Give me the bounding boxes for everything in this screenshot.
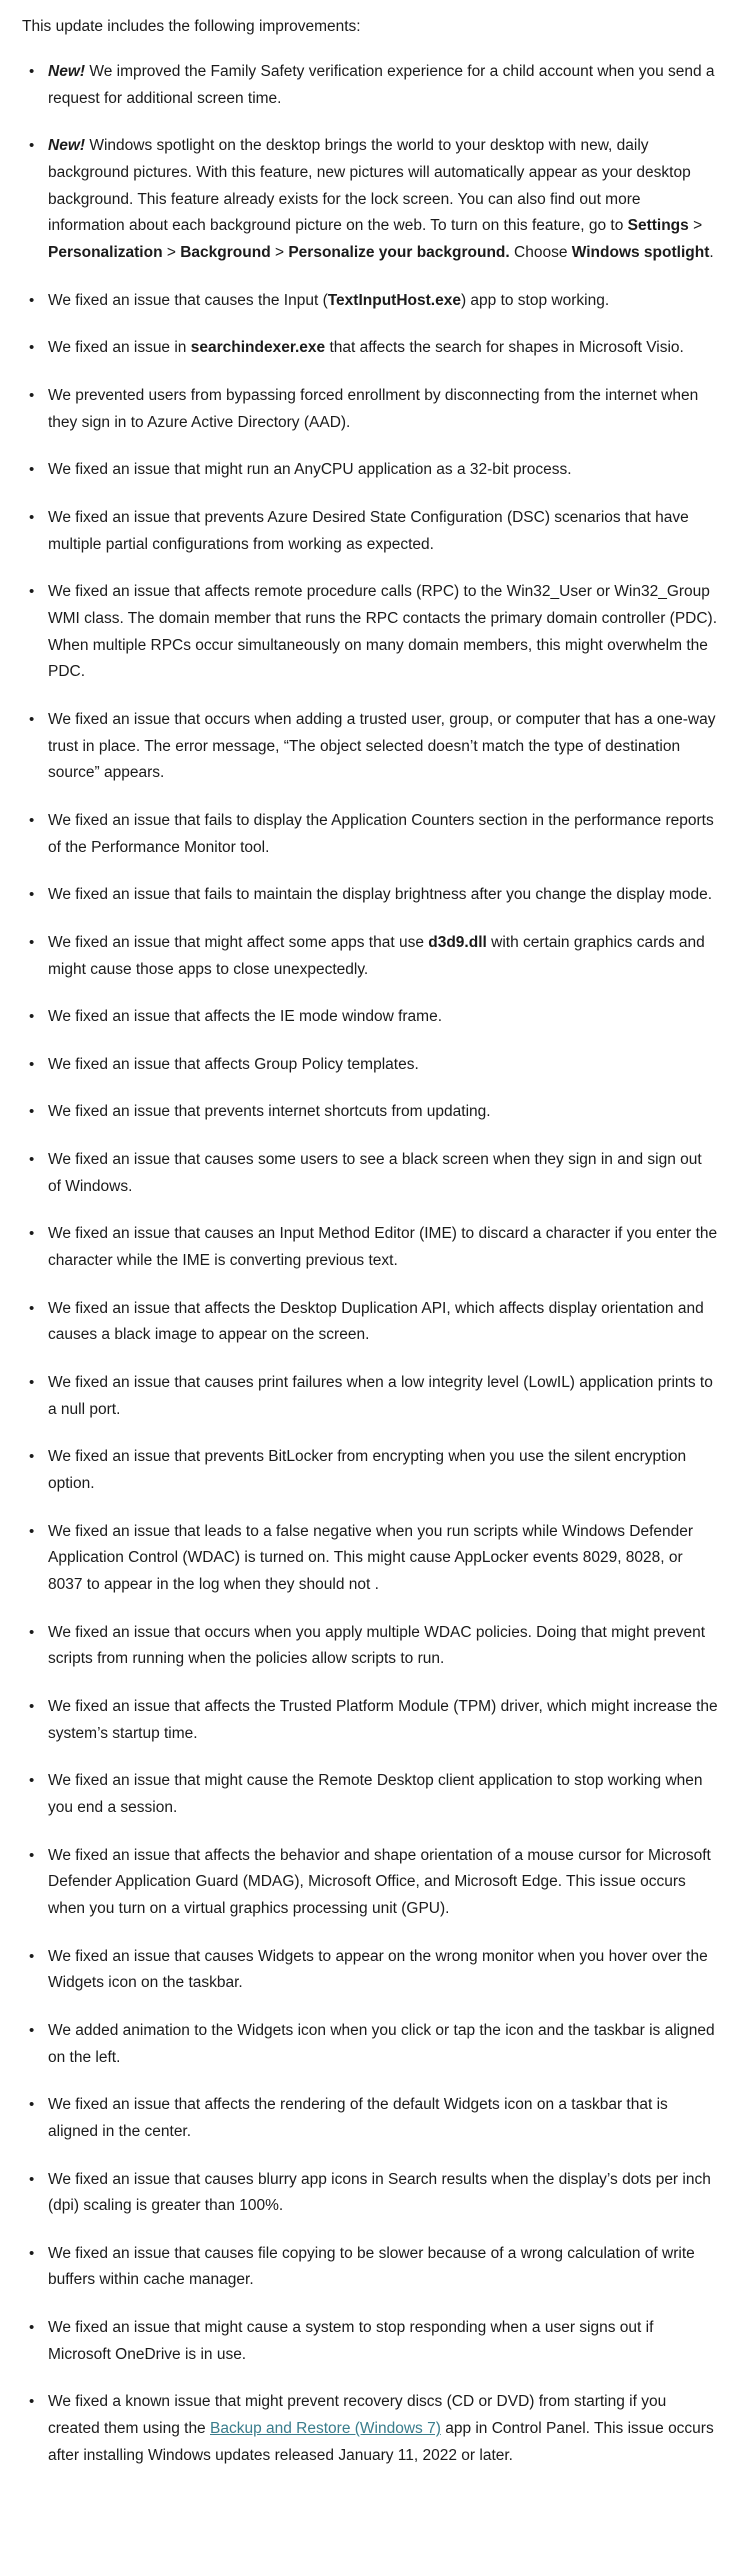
improvement-item-windows-spotlight — [22, 133, 718, 266]
page-intro-text: This update includes the following improvements: — [22, 18, 361, 35]
improvement-item-desktop-duplication-api — [22, 1296, 718, 1349]
body-text: We fixed an issue that affects Group Policy templates. — [48, 1055, 419, 1073]
body-text: We fixed an issue that affects the Desktop Duplication API, which affects display orientation and causes a black image to appear on the screen. — [48, 1299, 704, 1344]
improvement-item-onedrive-signout-hang — [22, 2315, 718, 2368]
improvement-item-text-input-host — [22, 288, 718, 315]
improvement-item-file-copying-cache-manager — [22, 2241, 718, 2294]
improvement-item-rpc-wmi-pdc — [22, 579, 718, 686]
body-text: We fixed an issue that affects the behavior and shape orientation of a mouse cursor for Microsoft Defender Application Guard (MDAG), Microsoft Office, and Microsoft Edge. This issue occurs when you turn on a virtual graphics processing unit (GPU). — [48, 1846, 711, 1917]
body-text: We fixed an issue that causes an Input Method Editor (IME) to discard a character if you enter the character while the IME is converting previous text. — [48, 1225, 718, 1270]
body-text: We fixed an issue that affects the IE mode window frame. — [48, 1008, 443, 1026]
improvement-item-anycpu-32bit — [22, 457, 718, 484]
body-text: We improved the Family Safety verification experience for a child account when you send a request for additional screen time. — [48, 63, 715, 107]
body-text: Windows spotlight on the desktop brings the world to your desktop with new, daily background pictures. With this feature, new pictures will automatically appear as your desktop background. This feature already exists for the lock screen. You can also find out more information about each background picture on the web. To turn on this feature, go to — [48, 137, 691, 235]
body-text: We fixed an issue that might affect some apps that use — [48, 933, 429, 951]
body-text: We fixed an issue that fails to maintain the display brightness after you change the display mode. — [48, 886, 713, 904]
body-text: with certain graphics cards and might cause those apps to close unexpectedly. — [48, 933, 705, 978]
body-text: We fixed an issue that might cause a system to stop responding when a user signs out if Microsoft OneDrive is in use. — [48, 2319, 654, 2363]
body-text: We fixed an issue that might run an AnyCPU application as a 32-bit process. — [48, 461, 572, 479]
body-text: We added animation to the Widgets icon when you click or tap the icon and the taskbar is aligned on the left. — [48, 2021, 715, 2066]
body-text: We fixed an issue that fails to display the Application Counters section in the performance reports of the Performance Monitor tool. — [48, 811, 714, 856]
body-text: We fixed an issue that occurs when you apply multiple WDAC policies. Doing that might prevent scripts from running when the policies allow scripts to run. — [48, 1623, 706, 1668]
body-text: We fixed a known issue that might prevent recovery discs (CD or DVD) from starting if you created them using the — [48, 2393, 667, 2438]
body-text: ) app to stop working. — [460, 291, 610, 309]
improvement-item-black-screen-signin — [22, 1147, 718, 1200]
improvement-item-multiple-wdac-policies — [22, 1620, 718, 1673]
body-text: We prevented users from bypassing forced enrollment by disconnecting from the internet when they sign in to Azure Active Directory (AAD). — [48, 387, 699, 431]
improvement-item-searchindexer-visio — [22, 335, 718, 362]
improvement-item-group-policy-templates — [22, 1052, 718, 1079]
improvement-item-widgets-default-icon-rendering — [22, 2092, 718, 2145]
improvements-list — [22, 59, 718, 2469]
body-text: app in Control Panel. This issue occurs after installing Windows updates released January 11, 2022 or later. — [48, 2420, 714, 2464]
body-text: We fixed an issue that occurs when adding a trusted user, group, or computer that has a one-way trust in place. The error message, “The object selected doesn’t match the type of destination source” appears. — [48, 710, 716, 782]
body-text: We fixed an issue that prevents BitLocker from encrypting when you use the silent encryption option. — [48, 1448, 687, 1493]
emphasis-text: Personalize your background. — [288, 244, 510, 262]
improvement-item-ime-discard-character — [22, 1221, 718, 1274]
improvement-item-bitlocker-silent-encryption — [22, 1444, 718, 1497]
body-text: We fixed an issue that causes Widgets to appear on the wrong monitor when you hover over the Widgets icon on the taskbar. — [48, 1947, 708, 1992]
body-text: We fixed an issue in — [48, 339, 191, 357]
body-text: We fixed an issue that affects remote procedure calls (RPC) to the Win32_User or Win32_Group WMI class. The domain member that runs the RPC contacts the primary domain controller (PDC). When multiple RPCs occur simultaneously on many domain members, this might overwhelm the PDC. — [48, 583, 718, 681]
body-text: We fixed an issue that leads to a false negative when you run scripts while Windows Defender Application Control (WDAC) is turned on. This might cause AppLocker events 8029, 8028, or 8037 to appear in the log when they should not . — [48, 1522, 694, 1594]
improvement-item-forced-enrollment-aad — [22, 383, 718, 436]
emphasis-text: searchindexer.exe — [190, 339, 326, 357]
improvement-item-azure-dsc — [22, 505, 718, 558]
body-text: that affects the search for shapes in Microsoft Visio. — [325, 339, 684, 357]
improvement-item-mouse-cursor-mdag — [22, 1843, 718, 1923]
improvement-item-d3d9-dll — [22, 930, 718, 983]
body-text: We fixed an issue that prevents Azure Desired State Configuration (DSC) scenarios that have multiple partial configurations from working as expected. — [48, 508, 689, 553]
body-text: We fixed an issue that might cause the Remote Desktop client application to stop working when you end a session. — [48, 1772, 703, 1816]
body-text: > — [162, 244, 181, 262]
body-text: > — [270, 244, 289, 262]
body-text: We fixed an issue that causes file copying to be slower because of a wrong calculation of write buffers within cache manager. — [48, 2244, 695, 2289]
body-text: . — [709, 244, 714, 262]
new-badge: New! — [48, 137, 86, 155]
emphasis-text: TextInputHost.exe — [327, 291, 461, 309]
improvement-item-blurry-search-icons-dpi — [22, 2167, 718, 2220]
inline-link[interactable]: Backup and Restore (Windows 7) — [210, 2420, 441, 2438]
body-text: We fixed an issue that affects the rendering of the default Widgets icon on a taskbar that is aligned in the center. — [48, 2096, 668, 2140]
emphasis-text: Background — [180, 244, 271, 262]
improvement-item-wdac-false-negative — [22, 1519, 718, 1599]
body-text: We fixed an issue that causes print failures when a low integrity level (LowIL) application prints to a null port. — [48, 1374, 713, 1418]
improvement-item-widgets-wrong-monitor — [22, 1944, 718, 1997]
body-text: We fixed an issue that causes the Input ( — [48, 291, 328, 309]
body-text: We fixed an issue that prevents internet shortcuts from updating. — [48, 1103, 491, 1121]
body-text: We fixed an issue that causes blurry app icons in Search results when the display’s dots per inch (dpi) scaling is greater than 100%. — [48, 2170, 711, 2215]
improvement-item-internet-shortcuts — [22, 1099, 718, 1126]
improvement-item-application-counters — [22, 808, 718, 861]
new-badge: New! — [48, 63, 86, 81]
improvement-item-widgets-animation — [22, 2018, 718, 2071]
body-text: We fixed an issue that affects the Trusted Platform Module (TPM) driver, which might increase the system’s startup time. — [48, 1697, 718, 1742]
improvement-item-tpm-driver-startup — [22, 1694, 718, 1747]
emphasis-text: Personalization — [48, 244, 163, 262]
improvement-item-family-safety — [22, 59, 718, 112]
improvement-item-ie-mode-window-frame — [22, 1004, 718, 1031]
emphasis-text: Settings — [627, 217, 689, 235]
improvement-item-lowil-print-failures — [22, 1370, 718, 1423]
improvement-item-remote-desktop-client — [22, 1768, 718, 1821]
improvement-item-display-brightness — [22, 882, 718, 909]
body-text: We fixed an issue that causes some users to see a black screen when they sign in and sign out of Windows. — [48, 1151, 702, 1195]
body-text: Choose — [509, 244, 572, 262]
improvement-item-one-way-trust — [22, 707, 718, 787]
emphasis-text: Windows spotlight — [571, 244, 710, 262]
emphasis-text: d3d9.dll — [428, 933, 487, 951]
body-text: > — [688, 217, 703, 235]
improvement-item-recovery-discs-backup-restore — [22, 2389, 718, 2469]
